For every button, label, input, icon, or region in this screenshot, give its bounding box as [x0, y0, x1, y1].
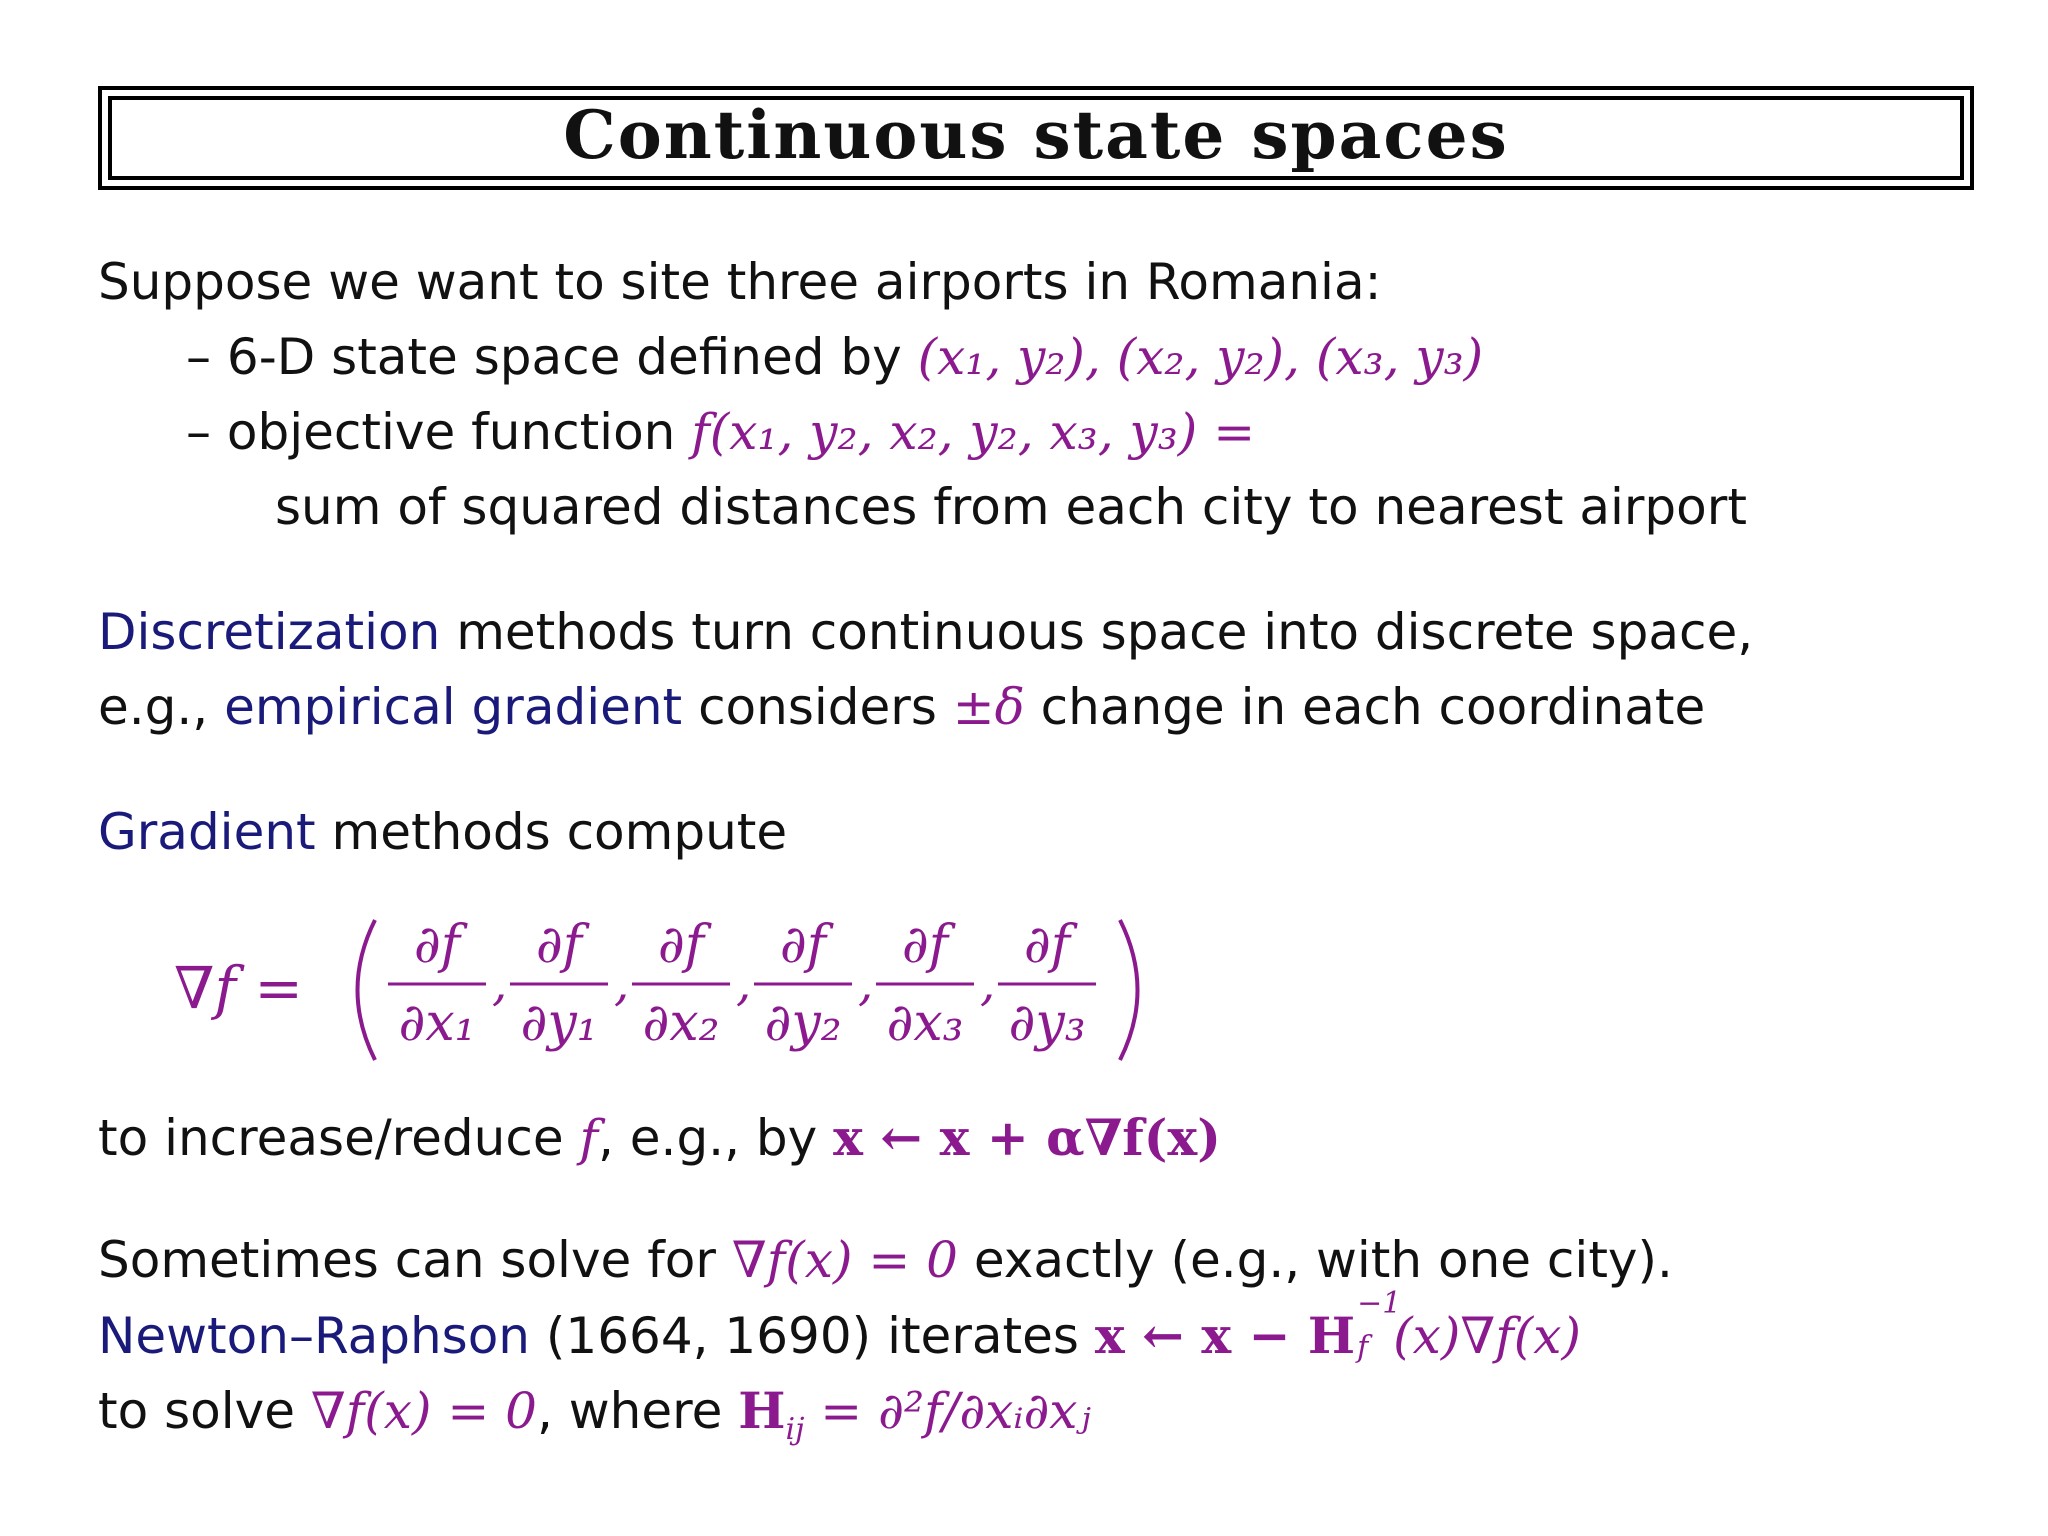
- hessian-scripts: [1355, 1286, 1402, 1365]
- para1-bullet2-continuation: sum of squared distances from each city to nearest airport: [275, 478, 1747, 536]
- fraction-numerator: ∂f: [1023, 915, 1071, 975]
- para4-l3m3: = ∂²f/∂xᵢ∂xⱼ: [804, 1382, 1091, 1440]
- term-empirical-gradient: empirical gradient: [224, 678, 683, 736]
- gradient-lhs: ∇f =: [174, 954, 303, 1022]
- para2-text2a: e.g.,: [98, 678, 225, 736]
- fraction-denominator: ∂x₁: [398, 993, 476, 1053]
- para4-l2a: (1664, 1690) iterates: [529, 1307, 1095, 1365]
- bullet1-text: – 6-D state space defined by: [186, 328, 918, 386]
- fraction-numerator: ∂f: [901, 915, 949, 975]
- para2-text2c: change in each coordinate: [1024, 678, 1706, 736]
- para4-line2: [98, 1286, 1581, 1365]
- para3-after-b: , e.g., by: [598, 1109, 834, 1167]
- fraction-denominator: ∂x₂: [642, 993, 720, 1053]
- para3-after: [98, 1110, 1221, 1166]
- fraction-numerator: ∂f: [413, 915, 461, 975]
- fraction-denominator: ∂x₃: [886, 993, 964, 1053]
- fraction-denominator: ∂y₂: [764, 993, 842, 1053]
- title-box: [98, 86, 1974, 190]
- fraction-comma: ,: [858, 956, 874, 1012]
- para1-bullet2: [186, 405, 1255, 460]
- para2-text2b: considers: [682, 678, 953, 736]
- right-paren: [1120, 920, 1138, 1060]
- bullet2-text: – objective function: [186, 403, 692, 461]
- fraction-comma: ,: [736, 956, 752, 1012]
- fraction-denominator: ∂y₁: [520, 993, 598, 1053]
- para3-after-a: to increase/reduce: [98, 1109, 580, 1167]
- title-inner-border: [108, 96, 1964, 180]
- para4-l2m2: (x)∇f(x): [1393, 1307, 1581, 1365]
- para4-l3m: ∇f(x) = 0: [310, 1382, 537, 1440]
- fraction-comma: ,: [492, 956, 508, 1012]
- slide-title: Continuous state spaces: [563, 96, 1509, 174]
- para4-l1b: exactly (e.g., with one city).: [957, 1231, 1673, 1289]
- para1-bullet1: [186, 330, 1483, 385]
- para3-after-f: f: [579, 1109, 598, 1167]
- fraction-comma: ,: [614, 956, 630, 1012]
- fraction-comma: ,: [980, 956, 996, 1012]
- term-discretization: Discretization: [98, 603, 441, 661]
- para2-line1: [98, 605, 1753, 660]
- hessian-sub: f: [1357, 1330, 1369, 1365]
- hessian-sup: −1: [1357, 1286, 1402, 1321]
- update-rule: x ← x + α∇f(x): [833, 1108, 1221, 1167]
- fraction-numerator: ∂f: [535, 915, 583, 975]
- gradient-equation-svg: [170, 900, 1270, 1080]
- para4-l1m: ∇f(x) = 0: [731, 1231, 958, 1289]
- para4-l2m: x ← x − H: [1094, 1306, 1356, 1365]
- fraction-numerator: ∂f: [657, 915, 705, 975]
- fraction-numerator: ∂f: [779, 915, 827, 975]
- para4-l3b: , where: [537, 1382, 739, 1440]
- bullet2-math: f(x₁, y₂, x₂, y₂, x₃, y₃) =: [691, 403, 1256, 461]
- term-gradient: Gradient: [98, 803, 316, 861]
- para4-l3a: to solve: [98, 1382, 311, 1440]
- para2-text1: methods turn continuous space into discrete space,: [440, 603, 1754, 661]
- para4-l1a: Sometimes can solve for: [98, 1231, 732, 1289]
- para4-l3sub: ij: [785, 1412, 805, 1447]
- para4-l3m2: H: [738, 1381, 786, 1440]
- bullet1-math: (x₁, y₂), (x₂, y₂), (x₃, y₃): [917, 328, 1484, 386]
- term-newton-raphson: Newton–Raphson: [98, 1307, 530, 1365]
- para3-line1: [98, 805, 787, 860]
- para1-intro: Suppose we want to site three airports in Romania:: [98, 253, 1382, 311]
- para3-text: methods compute: [315, 803, 788, 861]
- para4-line3: [98, 1383, 1091, 1446]
- para2-line2: [98, 680, 1705, 735]
- gradient-equation: [170, 900, 1270, 1080]
- fraction-denominator: ∂y₃: [1008, 993, 1086, 1053]
- para4-line1: [98, 1233, 1673, 1288]
- left-paren: [358, 920, 376, 1060]
- plus-minus-delta: ±δ: [952, 678, 1025, 736]
